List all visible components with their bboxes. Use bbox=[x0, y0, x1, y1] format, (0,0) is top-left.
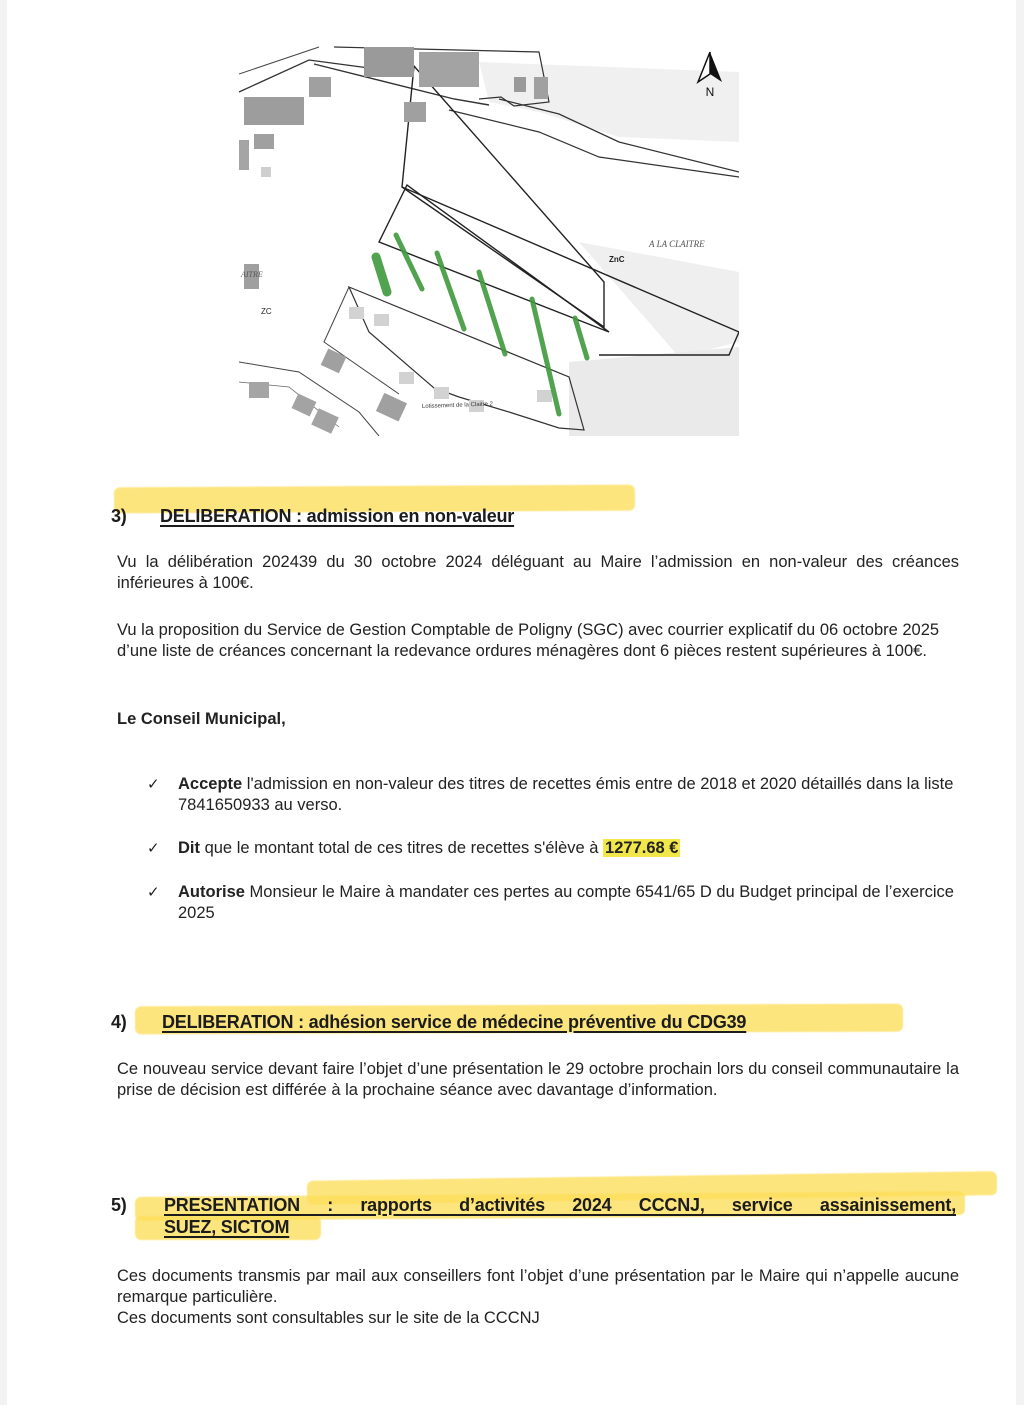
decision-text: l'admission en non-valeur des titres de recettes émis entre de 2018 et 2020 détaillés dans la liste 7841650933 au verso. bbox=[178, 775, 954, 814]
check-icon: ✓ bbox=[147, 840, 160, 857]
north-label: N bbox=[705, 85, 715, 98]
total-amount: 1277.68 € bbox=[605, 839, 679, 857]
section-number: 5) bbox=[111, 1195, 127, 1215]
decision-text: que le montant total de ces titres de recettes s'élève à bbox=[200, 839, 604, 857]
north-arrow-icon bbox=[695, 50, 725, 98]
map-place-label: A LA CLAITRE bbox=[649, 239, 705, 249]
section-title: PRESENTATION : rapports d’activités 2024 CCCNJ, service assainissement, bbox=[164, 1195, 956, 1215]
map-drawing bbox=[239, 42, 739, 436]
map-zone-label: ZnC bbox=[609, 255, 625, 264]
paragraph: Vu la délibération 202439 du 30 octobre 2024 déléguant au Maire l’admission en non-valeur des créances inférieures à 100€. bbox=[117, 553, 959, 592]
paragraph: Ce nouveau service devant faire l’objet d’une présentation le 29 octobre prochain lors du conseil communautaire la prise de décision est différée à la prochaine séance avec davantage d’information. bbox=[117, 1060, 959, 1099]
check-icon: ✓ bbox=[147, 884, 160, 901]
decision-verb: Dit bbox=[178, 839, 200, 857]
cadastral-map bbox=[239, 42, 739, 436]
decision-verb: Autorise bbox=[178, 883, 245, 901]
council-label: Le Conseil Municipal, bbox=[117, 710, 286, 728]
decision-verb: Accepte bbox=[178, 775, 243, 793]
section-title: DELIBERATION : adhésion service de médecine préventive du CDG39 bbox=[162, 1012, 747, 1032]
section-title: DELIBERATION : admission en non-valeur bbox=[160, 506, 515, 526]
paragraph: Vu la proposition du Service de Gestion Comptable de Poligny (SGC) avec courrier explicatif du 06 octobre 2025 d’une liste de créances concernant la redevance ordures ménagères dont 6 pièces restent supérieures à 100€. bbox=[117, 621, 940, 660]
section-number: 4) bbox=[111, 1012, 127, 1032]
section-number: 3) bbox=[111, 506, 127, 526]
document-page bbox=[7, 0, 1016, 1405]
check-icon: ✓ bbox=[147, 776, 160, 793]
map-subdivision-label: Lotissement de la Claitre 2 bbox=[421, 401, 494, 410]
paragraph: Ces documents transmis par mail aux conseillers font l’objet d’une présentation par le Maire qui n’appelle aucune remarque particulière. bbox=[117, 1267, 959, 1306]
map-zone-label-2: ZC bbox=[261, 307, 272, 316]
section-title-cont: SUEZ, SICTOM bbox=[164, 1217, 290, 1237]
paragraph: Ces documents sont consultables sur le site de la CCCNJ bbox=[117, 1309, 540, 1327]
decision-text: Monsieur le Maire à mandater ces pertes au compte 6541/65 D du Budget principal de l’exercice 2025 bbox=[178, 883, 954, 922]
map-left-label: AITRE bbox=[241, 270, 263, 279]
